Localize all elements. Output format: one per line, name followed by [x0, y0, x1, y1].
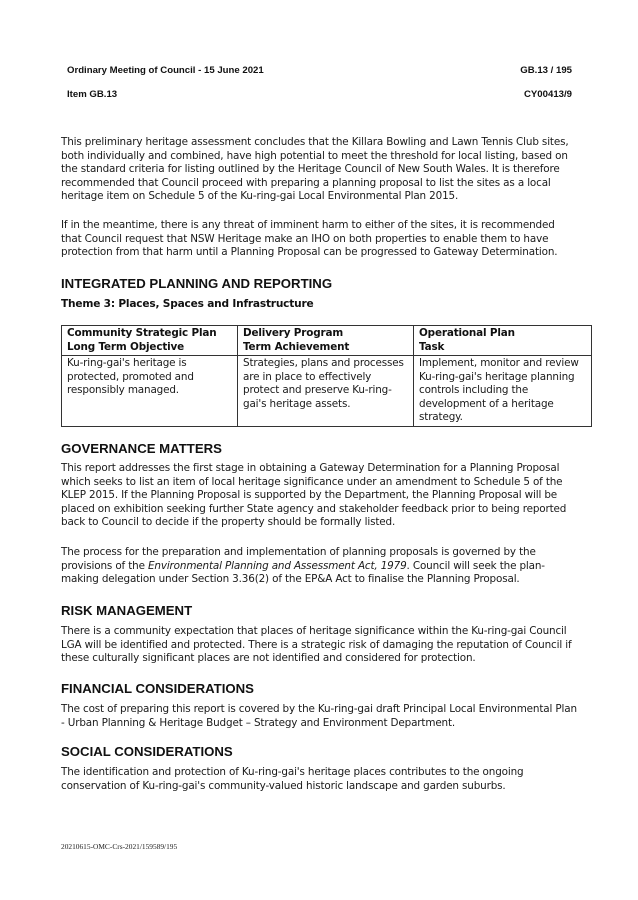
governance-paragraph-1: This report addresses the first stage in obtaining a Gateway Determination for a Planning Proposal which seeks to list an item of local heritage significance under an amendment to Schedule 5 of the KLEP 2015. If the Planning Proposal is supported by the Department, the Planning Proposal will be placed on exhibition seeking further State agency and stakeholder feedback prior to being reported back to Council to decide if the property should be formally listed.: [61, 462, 567, 528]
table-header-cell: Operational Plan Task: [414, 326, 592, 356]
item-number: Item GB.13: [67, 89, 118, 100]
intro-paragraph-1: This preliminary heritage assessment concludes that the Killara Bowling and Lawn Tennis Club sites, both individually and combined, have high potential to meet the threshold for local listing, based on the standard criteria for listing outlined by the Heritage Council of New South Wales. It is therefore recommended that Council proceed with preparing a planning proposal to list the sites as a local heritage item on Schedule 5 of the Ku-ring-gai Local Environmental Plan 2015.: [61, 136, 569, 202]
governance-paragraph-2: The process for the preparation and implementation of planning proposals is governed by the provisions of the Environmental Planning and Assessment Act, 1979. Council will seek the plan-making delegation under Section 3.36(2) of the EP&A Act to finalise the Planning Proposal.: [61, 546, 545, 585]
page-reference: GB.13 / 195: [520, 65, 572, 76]
meeting-title: Ordinary Meeting of Council - 15 June 2021: [67, 65, 264, 76]
table-header-cell: Community Strategic Plan Long Term Objective: [62, 326, 238, 356]
risk-paragraph: There is a community expectation that places of heritage significance within the Ku-ring-gai Council LGA will be identified and protected. There is a strategic risk of damaging the reputation of Council if these culturally significant places are not identified and considered for protection.: [61, 625, 572, 664]
theme-subheading: Theme 3: Places, Spaces and Infrastructure: [61, 298, 314, 310]
social-paragraph: The identification and protection of Ku-ring-gai's heritage places contributes to the ongoing conservation of Ku-ring-gai's community-valued historic landscape and garden suburbs.: [61, 766, 524, 792]
financial-paragraph: The cost of preparing this report is covered by the Ku-ring-gai draft Principal Local Environmental Plan - Urban Planning & Heritage Budget – Strategy and Environment Department.: [61, 703, 577, 729]
table-header-row: [62, 326, 592, 356]
table-header-cell: Delivery Program Term Achievement: [238, 326, 414, 356]
table-row: [62, 356, 592, 427]
table-cell: Ku-ring-gai's heritage is protected, promoted and responsibly managed.: [62, 356, 238, 427]
footer-document-id: 20210615-OMC-Crs-2021/159589/195: [61, 842, 178, 851]
table-cell: Implement, monitor and review Ku-ring-gai's heritage planning controls including the development of a heritage strategy.: [414, 356, 592, 427]
table-cell: Strategies, plans and processes are in place to effectively protect and preserve Ku-ring-gai's heritage assets.: [238, 356, 414, 427]
intro-paragraph-2: If in the meantime, there is any threat of imminent harm to either of the sites, it is recommended that Council request that NSW Heritage make an IHO on both properties to enable them to have protection from that harm until a Planning Proposal can be progressed to Gateway Determination.: [61, 219, 558, 258]
integrated-planning-heading: INTEGRATED PLANNING AND REPORTING: [61, 276, 333, 291]
financial-heading: FINANCIAL CONSIDERATIONS: [61, 681, 254, 696]
planning-table: [61, 325, 592, 427]
file-reference: CY00413/9: [523, 89, 572, 100]
social-heading: SOCIAL CONSIDERATIONS: [61, 744, 233, 759]
governance-heading: GOVERNANCE MATTERS: [61, 441, 222, 456]
risk-heading: RISK MANAGEMENT: [61, 603, 193, 618]
act-title: Environmental Planning and Assessment Act, 1979: [147, 559, 407, 572]
